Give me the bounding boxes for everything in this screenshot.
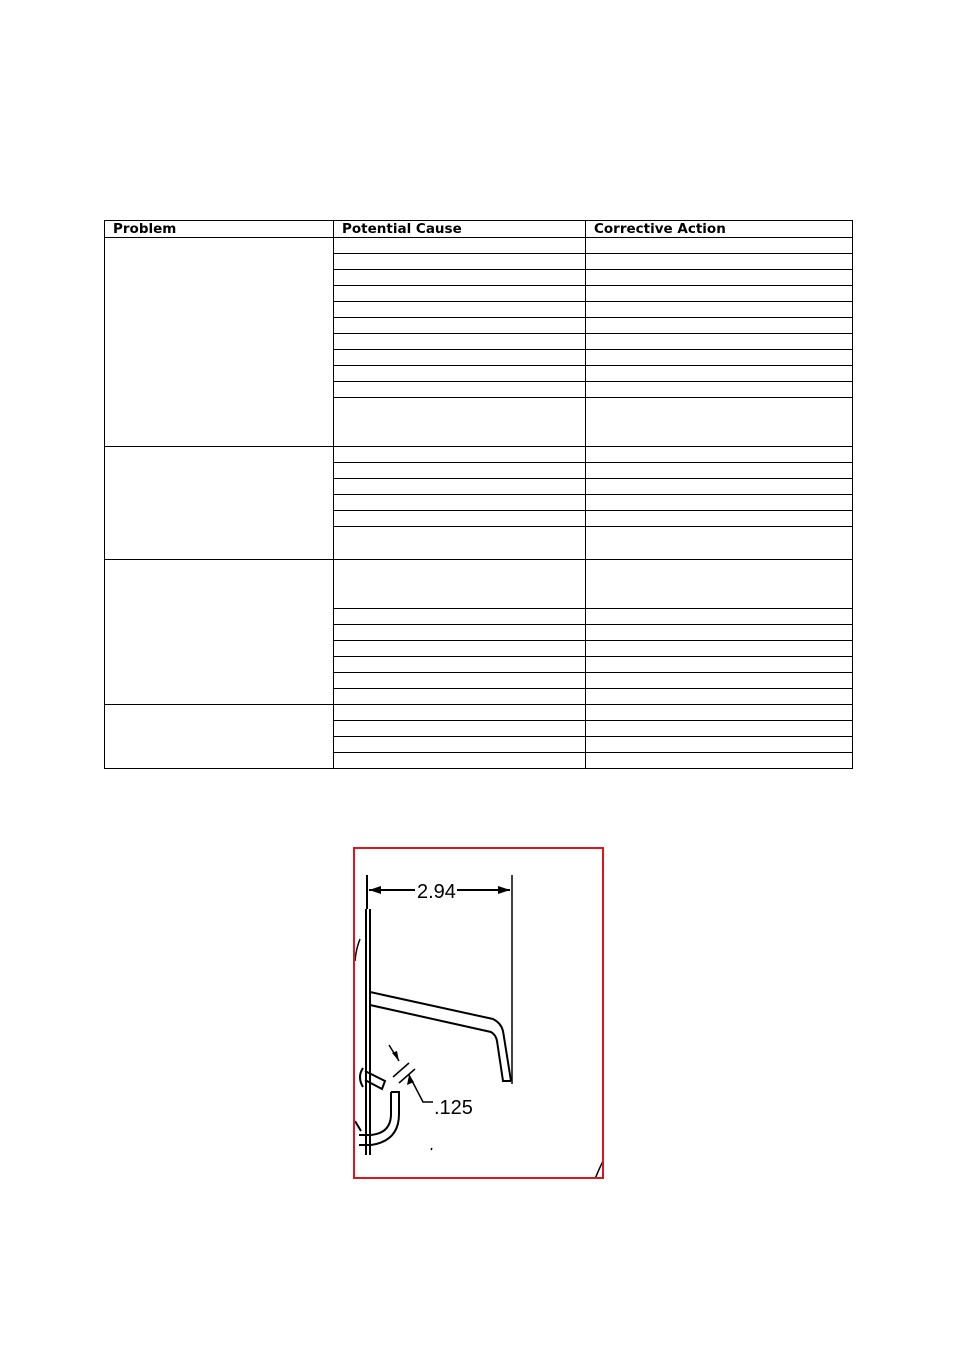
- action-cell: [586, 334, 853, 350]
- action-cell: [586, 657, 853, 673]
- cause-cell: [334, 254, 586, 270]
- table-header-row: [105, 221, 853, 238]
- cause-cell: [334, 641, 586, 657]
- cause-cell: [334, 625, 586, 641]
- header-problem: Problem: [105, 221, 334, 238]
- tab-shape: [365, 1071, 385, 1089]
- action-cell: [586, 705, 853, 721]
- hook-inner: [359, 1092, 391, 1135]
- bracket-dimension-figure: [353, 847, 604, 1179]
- action-cell: [586, 270, 853, 286]
- cause-cell: [334, 657, 586, 673]
- table-row: [105, 447, 853, 463]
- action-cell: [586, 463, 853, 479]
- arm-lower-edge: [370, 1005, 511, 1081]
- action-cell: [586, 609, 853, 625]
- cause-cell: [334, 479, 586, 495]
- cause-cell: [334, 495, 586, 511]
- troubleshooting-table: [104, 220, 853, 769]
- cause-cell: [334, 334, 586, 350]
- arrow-right-icon: [498, 886, 510, 894]
- action-cell: [586, 479, 853, 495]
- cause-cell: [334, 511, 586, 527]
- cause-cell: [334, 302, 586, 318]
- action-cell: [586, 689, 853, 705]
- cause-cell: [334, 238, 586, 254]
- stray-mark: [431, 1148, 432, 1150]
- action-cell: [586, 721, 853, 737]
- action-cell: [586, 753, 853, 769]
- cause-cell: [334, 382, 586, 398]
- cause-cell: [334, 270, 586, 286]
- problem-cell: [105, 705, 334, 769]
- action-cell: [586, 366, 853, 382]
- cause-cell: [334, 560, 586, 609]
- action-cell: [586, 254, 853, 270]
- problem-cell: [105, 447, 334, 560]
- table-row: [105, 238, 853, 254]
- cause-cell: [334, 398, 586, 447]
- header-potential-cause: Potential Cause: [334, 221, 586, 238]
- problem-cell: [105, 238, 334, 447]
- action-cell: [586, 737, 853, 753]
- cause-cell: [334, 705, 586, 721]
- action-cell: [586, 318, 853, 334]
- action-cell: [586, 625, 853, 641]
- cause-cell: [334, 609, 586, 625]
- cause-cell: [334, 737, 586, 753]
- action-cell: [586, 495, 853, 511]
- cause-cell: [334, 689, 586, 705]
- header-corrective-action: Corrective Action: [586, 221, 853, 238]
- gap-line-a: [393, 1063, 409, 1077]
- cause-cell: [334, 753, 586, 769]
- hook-cut-mark: [355, 1121, 361, 1131]
- action-cell: [586, 511, 853, 527]
- arm-upper-edge: [370, 992, 511, 1081]
- action-cell: [586, 350, 853, 366]
- action-cell: [586, 398, 853, 447]
- bracket-drawing: [355, 849, 602, 1177]
- cause-cell: [334, 286, 586, 302]
- action-cell: [586, 238, 853, 254]
- dimension-width-label: 2.94: [417, 881, 456, 903]
- cause-cell: [334, 527, 586, 560]
- cause-cell: [334, 463, 586, 479]
- action-cell: [586, 302, 853, 318]
- right-edge-fragment: [595, 1161, 602, 1177]
- cause-cell: [334, 673, 586, 689]
- table-row: [105, 705, 853, 721]
- gap-leader-bottom: [409, 1075, 433, 1102]
- dimension-gap-label: .125: [434, 1097, 473, 1119]
- action-cell: [586, 286, 853, 302]
- action-cell: [586, 560, 853, 609]
- action-cell: [586, 641, 853, 657]
- cause-cell: [334, 721, 586, 737]
- cause-cell: [334, 366, 586, 382]
- table-row: [105, 560, 853, 609]
- action-cell: [586, 447, 853, 463]
- cause-cell: [334, 350, 586, 366]
- left-edge-fragment: [355, 939, 360, 961]
- problem-cell: [105, 560, 334, 705]
- cause-cell: [334, 447, 586, 463]
- action-cell: [586, 527, 853, 560]
- action-cell: [586, 382, 853, 398]
- action-cell: [586, 673, 853, 689]
- cause-cell: [334, 318, 586, 334]
- arrow-left-icon: [369, 886, 381, 894]
- tab-curve: [360, 1068, 363, 1087]
